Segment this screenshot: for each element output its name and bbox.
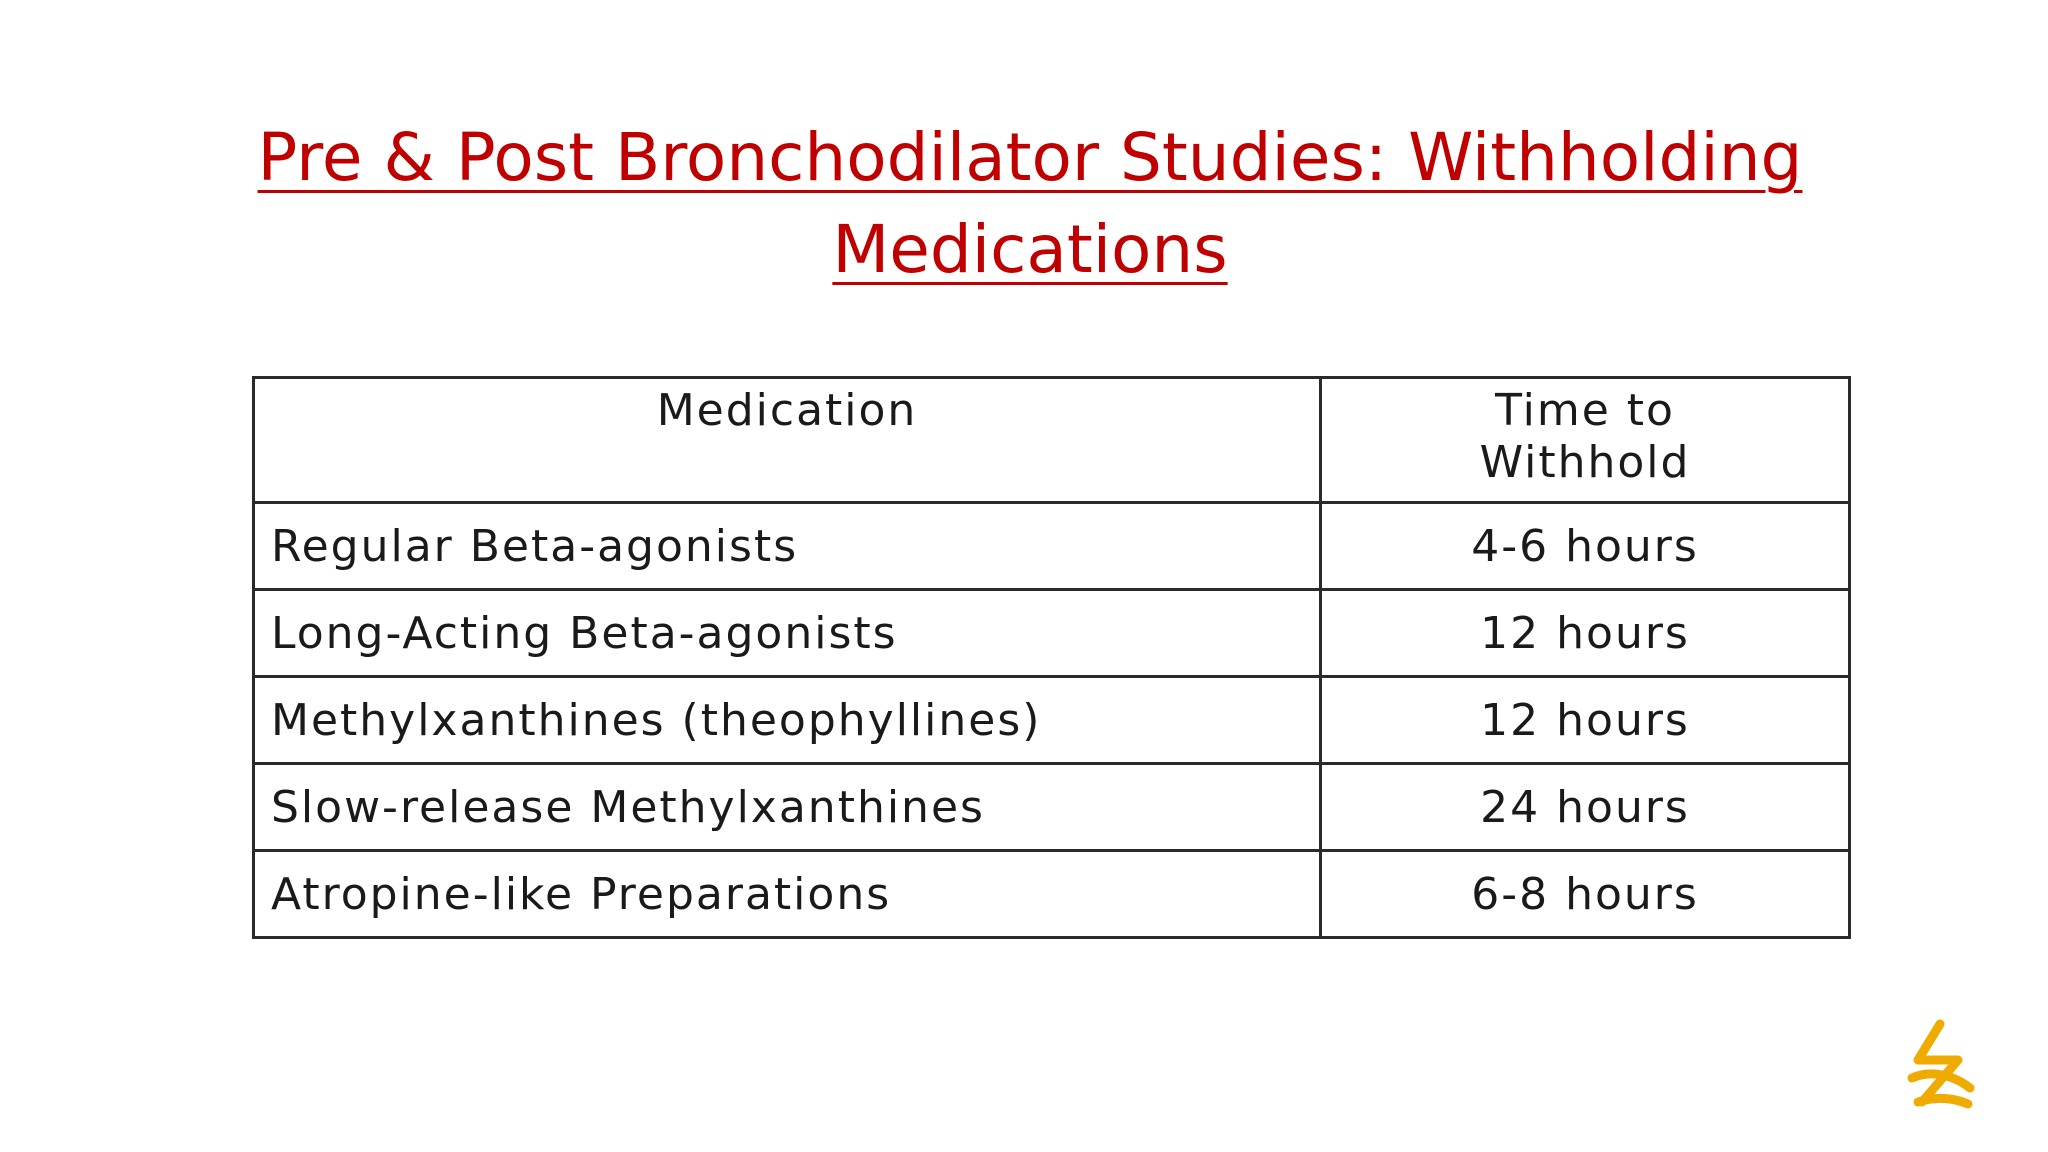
medication-cell: Atropine-like Preparations [254, 851, 1321, 938]
medication-cell: Long-Acting Beta-agonists [254, 590, 1321, 677]
header-time-line-1: Time to [1495, 385, 1675, 436]
table-row [254, 764, 1850, 851]
slide-title-line-2: Medications [832, 211, 1228, 288]
time-cell: 6-8 hours [1321, 851, 1850, 938]
time-cell: 12 hours [1321, 677, 1850, 764]
medication-table-container [252, 376, 1778, 936]
table-row [254, 677, 1850, 764]
table-row [254, 503, 1850, 590]
time-cell: 12 hours [1321, 590, 1850, 677]
time-cell: 24 hours [1321, 764, 1850, 851]
medication-table [252, 376, 1851, 939]
header-time-to-withhold [1321, 378, 1850, 503]
time-cell: 4-6 hours [1321, 503, 1850, 590]
header-medication: Medication [254, 378, 1321, 503]
table-row [254, 851, 1850, 938]
medication-cell: Slow-release Methylxanthines [254, 764, 1321, 851]
slide-title [200, 112, 1860, 296]
table-row [254, 590, 1850, 677]
brand-logo-icon [1900, 1018, 1980, 1110]
medication-cell: Methylxanthines (theophyllines) [254, 677, 1321, 764]
slide-title-line-1: Pre & Post Bronchodilator Studies: Withholding [257, 119, 1803, 196]
header-time-line-2: Withhold [1479, 437, 1691, 488]
medication-cell: Regular Beta-agonists [254, 503, 1321, 590]
table-header-row [254, 378, 1850, 503]
